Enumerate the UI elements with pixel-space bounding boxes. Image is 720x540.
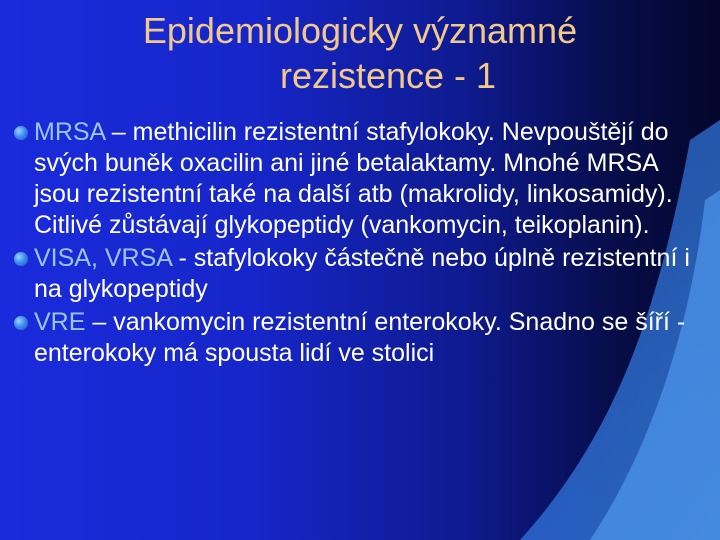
title-line-1: Epidemiologicky významné [142, 10, 578, 51]
bullet-icon [14, 252, 28, 266]
bullet-item-mrsa [14, 117, 704, 241]
bullet-text: - stafylokoky částečně nebo úplně rezistentní i na glykopeptidy [34, 244, 690, 303]
bullet-icon [14, 316, 28, 330]
bullet-icon [14, 126, 28, 140]
slide-title [60, 8, 660, 98]
bullet-list [14, 117, 704, 371]
bullet-term: VISA, VRSA [34, 244, 172, 272]
bullet-text: – methicilin rezistentní stafylokoky. Nevpouštějí do svých buněk oxacilin ani jiné betalaktamy. Mnohé MRSA jsou rezistentní také na další atb (makrolidy, linkosamidy). Citlivé zůstávají glykopeptidy (vankomycin, teikoplanin). [34, 118, 673, 239]
bullet-term: VRE [34, 308, 86, 336]
bullet-item-visa-vrsa [14, 243, 704, 305]
title-line-2: rezistence - 1 [279, 55, 497, 96]
bullet-item-vre [14, 307, 704, 369]
bullet-term: MRSA [34, 118, 105, 146]
bullet-text: – vankomycin rezistentní enterokoky. Snadno se šíří - enterokoky má spousta lidí ve stolici [34, 308, 686, 367]
